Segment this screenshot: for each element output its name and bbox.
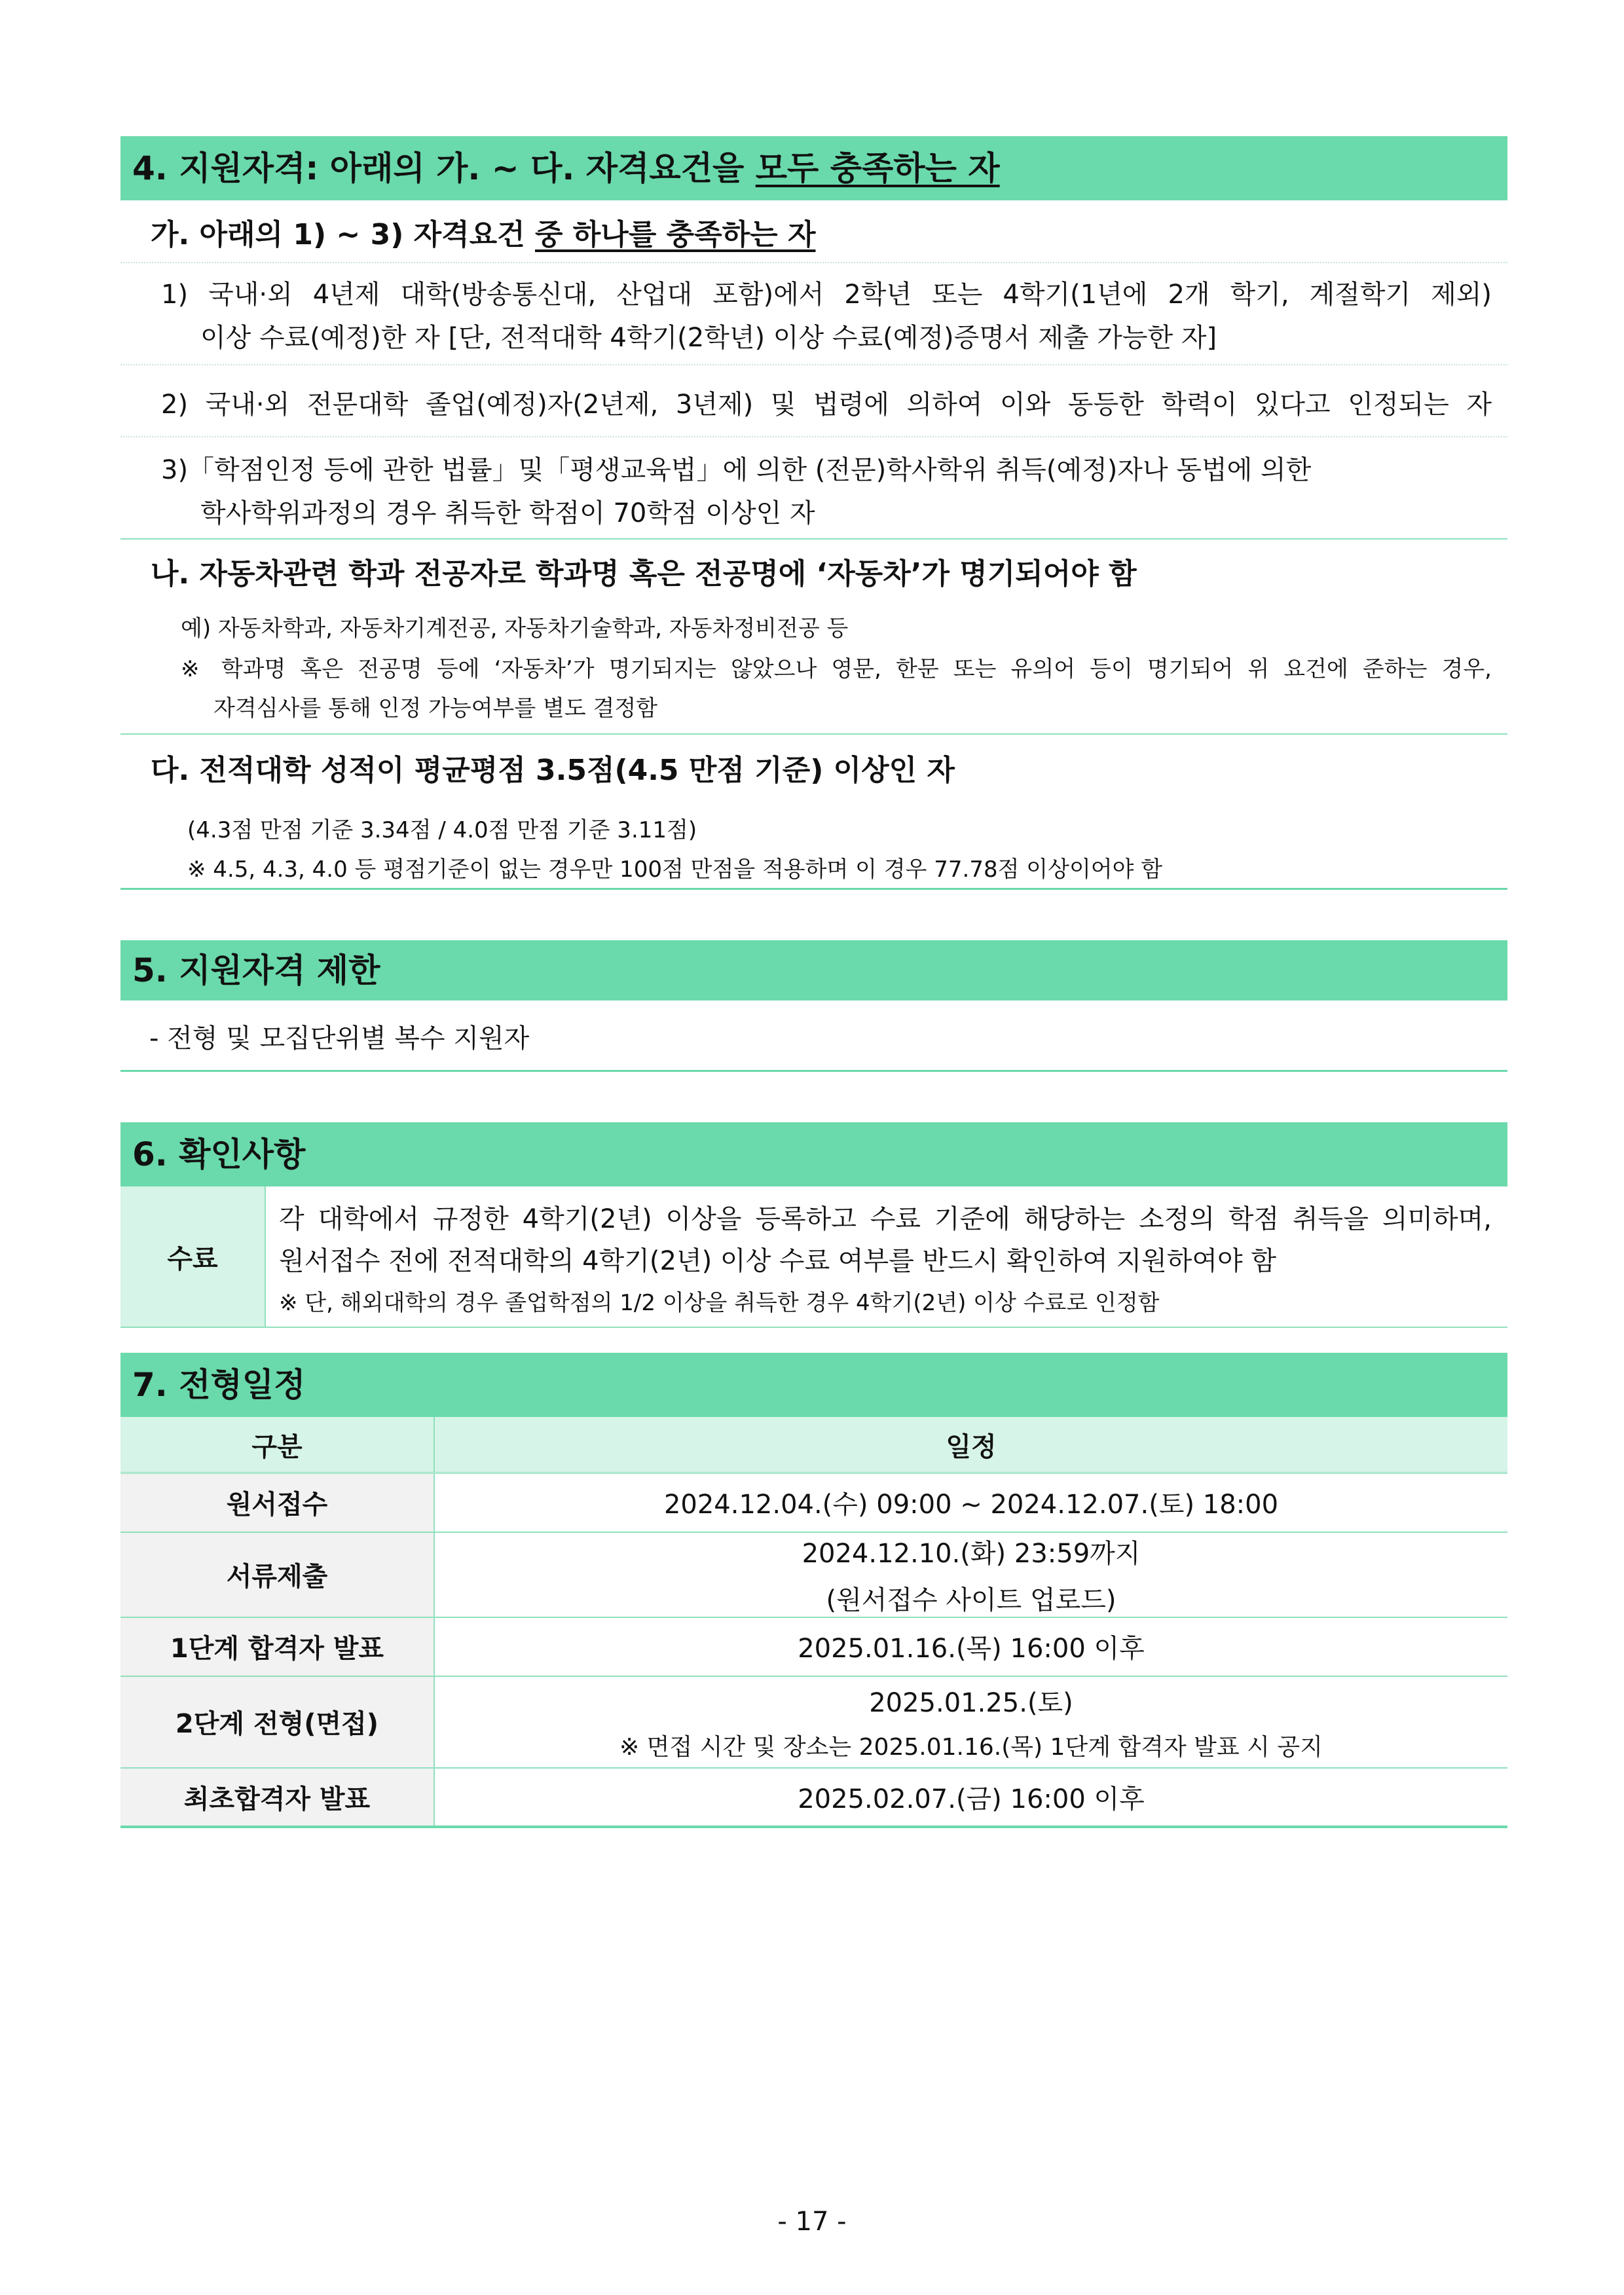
schedule-category: 원서접수 — [120, 1473, 434, 1532]
divider — [120, 436, 1507, 437]
section6-line1: 각 대학에서 규정한 4학기(2년) 이상을 등록하고 수료 기준에 해당하는 소정의 학점 취득을 의미하며, — [279, 1204, 1492, 1234]
ga-item3-line1: 3)「학점인정 등에 관한 법률」및「평생교육법」에 의한 (전문)학사학위 취득(예정)자나 동법에 의한 — [161, 455, 1312, 485]
schedule-category: 최초합격자 발표 — [120, 1768, 434, 1827]
na-note-line1: ※ 학과명 혹은 전공명 등에 ‘자동차’가 명기되지는 않았으나 영문, 한문 또는 유의어 등이 명기되어 위 요건에 준하는 경우, — [181, 656, 1492, 682]
page-number: - 17 - — [777, 2207, 847, 2237]
section5-bottom-rule — [120, 1070, 1507, 1072]
section5-heading: 5. 지원자격 제한 — [120, 940, 1507, 1001]
da-line2: ※ 4.5, 4.3, 4.0 등 평점기준이 없는 경우만 100점 만점을 적용하며 이 경우 77.78점 이상이어야 함 — [187, 856, 1163, 883]
ga-title-underlined: 중 하나를 충족하는 자 — [534, 218, 816, 251]
section6-line2: 원서접수 전에 전적대학의 4학기(2년) 이상 수료 여부를 반드시 확인하여 지원하여야 함 — [279, 1246, 1277, 1276]
ga-title-pre: 가. 아래의 1) ~ 3) 자격요건 — [151, 218, 535, 251]
schedule-date: 2024.12.04.(수) 09:00 ~ 2024.12.07.(토) 18:00 — [434, 1473, 1507, 1532]
schedule-header-category: 구분 — [120, 1417, 434, 1473]
table-row — [120, 1676, 1507, 1768]
section4-da-heading: 다. 전적대학 성적이 평균평점 3.5점(4.5 만점 기준) 이상인 자 — [151, 754, 955, 787]
section6-heading: 6. 확인사항 — [120, 1122, 1507, 1186]
section5-item: - 전형 및 모집단위별 복수 지원자 — [149, 1023, 530, 1054]
schedule-date-cell — [434, 1532, 1507, 1617]
table-row — [120, 1532, 1507, 1617]
schedule-table — [120, 1417, 1507, 1828]
divider — [120, 733, 1507, 735]
section4-na-heading: 나. 자동차관련 학과 전공자로 학과명 혹은 전공명에 ‘자동차’가 명기되어야 함 — [151, 557, 1137, 591]
schedule-date: 2025.02.07.(금) 16:00 이후 — [434, 1768, 1507, 1827]
ga-item1-line2: 이상 수료(예정)한 자 [단, 전적대학 4학기(2학년) 이상 수료(예정)증명서 제출 가능한 자] — [200, 323, 1217, 353]
divider — [120, 364, 1507, 365]
divider — [120, 262, 1507, 263]
ga-item1-line1: 1) 국내·외 4년제 대학(방송통신대, 산업대 포함)에서 2학년 또는 4학기(1년에 2개 학기, 계절학기 제외) — [161, 280, 1492, 310]
section6-line3: ※ 단, 해외대학의 경우 졸업학점의 1/2 이상을 취득한 경우 4학기(2년) 이상 수료로 인정함 — [279, 1290, 1160, 1316]
schedule-date: 2025.01.25.(토) — [869, 1687, 1073, 1718]
ga-item2: 2) 국내·외 전문대학 졸업(예정)자(2년제, 3년제) 및 법령에 의하여 이와 동등한 학력이 있다고 인정되는 자 — [161, 390, 1492, 420]
na-example: 예) 자동차학과, 자동차기계전공, 자동차기술학과, 자동차정비전공 등 — [181, 615, 849, 642]
na-note-line2: 자격심사를 통해 인정 가능여부를 별도 결정함 — [213, 695, 658, 722]
table-row — [120, 1617, 1507, 1676]
schedule-category: 2단계 전형(면접) — [120, 1676, 434, 1768]
schedule-category: 1단계 합격자 발표 — [120, 1617, 434, 1676]
schedule-header-date: 일정 — [434, 1417, 1507, 1473]
section4-title-underlined: 모두 충족하는 자 — [755, 149, 1000, 187]
section6-bottom-rule — [120, 1327, 1507, 1328]
section4-ga-heading — [151, 211, 815, 253]
table-row — [120, 1473, 1507, 1532]
section7-heading: 7. 전형일정 — [120, 1353, 1507, 1417]
table-row — [120, 1768, 1507, 1827]
schedule-date-detail: ※ 면접 시간 및 장소는 2025.01.16.(목) 1단계 합격자 발표 시 공지 — [619, 1733, 1323, 1761]
section4-title-pre: 4. 지원자격: 아래의 가. ~ 다. 자격요건을 — [132, 149, 756, 187]
da-line1: (4.3점 만점 기준 3.34점 / 4.0점 만점 기준 3.11점) — [187, 817, 697, 843]
completion-label: 수료 — [120, 1186, 266, 1327]
divider — [120, 538, 1507, 540]
schedule-date: 2024.12.10.(화) 23:59까지 — [802, 1538, 1141, 1569]
schedule-date-cell — [434, 1676, 1507, 1768]
schedule-date-detail: (원서접수 사이트 업로드) — [826, 1585, 1116, 1615]
schedule-category: 서류제출 — [120, 1532, 434, 1617]
section4-bottom-rule — [120, 888, 1507, 890]
ga-item3-line2: 학사학위과정의 경우 취득한 학점이 70학점 이상인 자 — [200, 498, 815, 528]
section4-heading — [120, 136, 1507, 200]
schedule-date: 2025.01.16.(목) 16:00 이후 — [434, 1617, 1507, 1676]
